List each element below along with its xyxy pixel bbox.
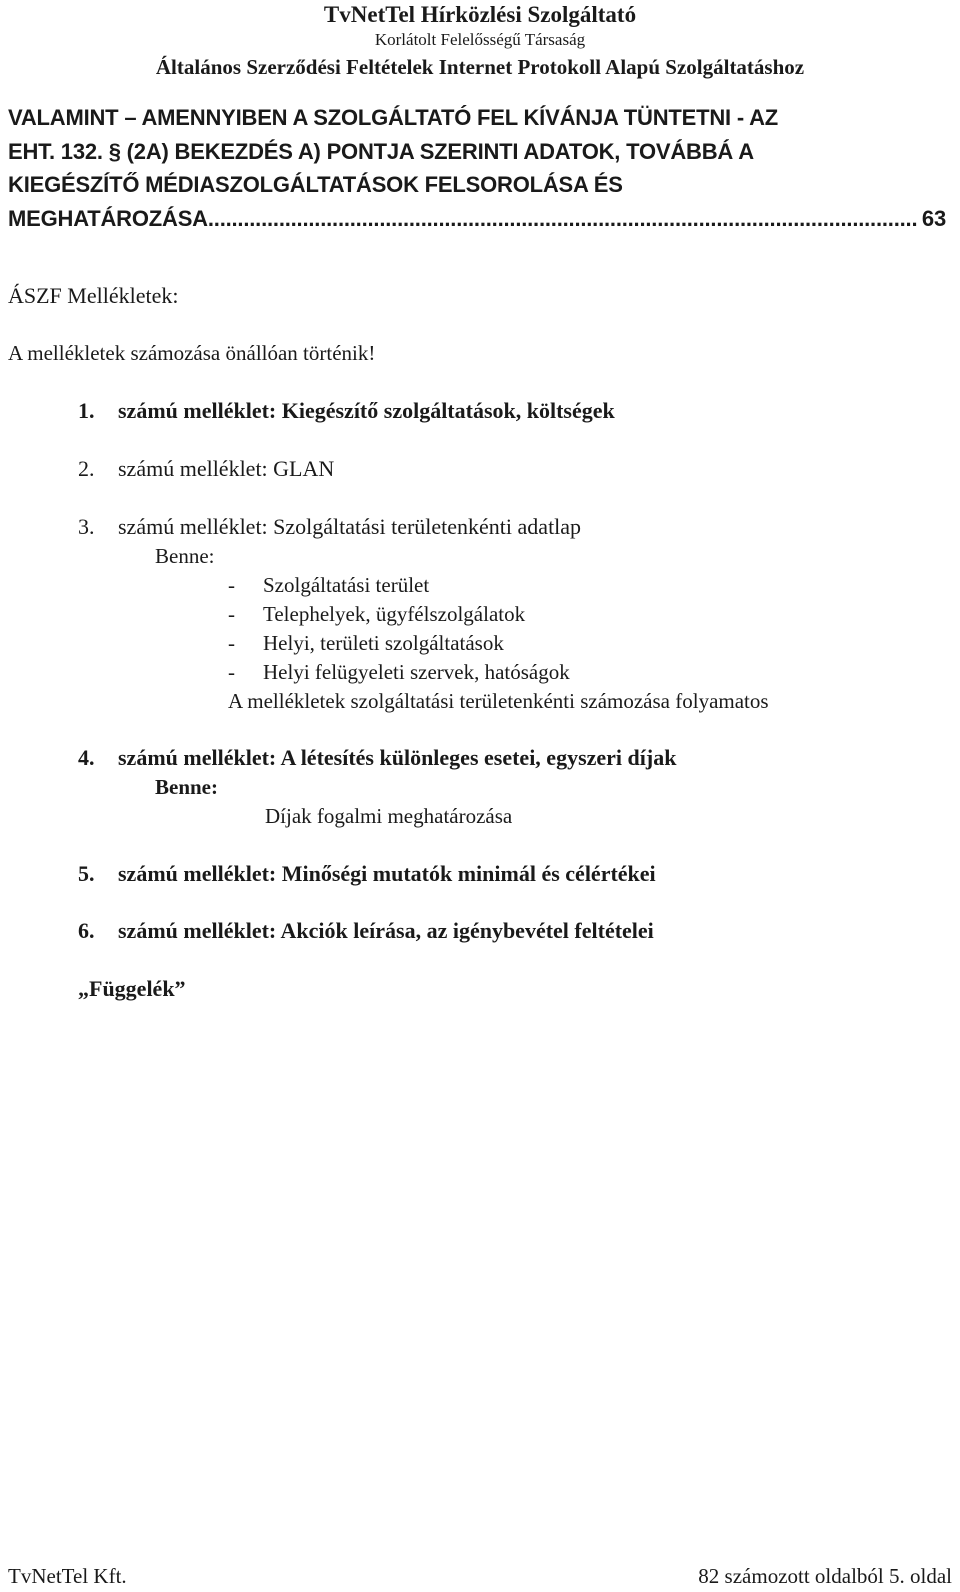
annex-6 [78, 918, 654, 944]
annex-6-title: számú melléklet: Akciók leírása, az igénybevétel feltételei [118, 918, 654, 943]
footer-company: TvNetTel Kft. [8, 1564, 127, 1588]
toc-page-number: 63 [921, 205, 946, 231]
toc-entry-line-2: EHT. 132. § (2A) BEKEZDÉS A) PONTJA SZERINTI ADATOK, TOVÁBBÁ A [8, 138, 754, 164]
annex-1 [78, 398, 615, 424]
appendix-heading: „Függelék” [78, 976, 186, 1001]
annex-5-title: számú melléklet: Minőségi mutatók minimál és célértékei [118, 861, 656, 886]
annex-4-title: számú melléklet: A létesítés különleges esetei, egyszeri díjak [118, 745, 677, 770]
page-header [0, 0, 960, 82]
annex-5 [78, 861, 656, 887]
annexes-heading: ÁSZF Mellékletek: [8, 283, 179, 308]
annex-2 [78, 456, 334, 482]
toc-entry[interactable] [8, 101, 946, 235]
annex-3-item-2: - Telephelyek, ügyfélszolgálatok [228, 602, 526, 626]
annex-3-item-4: - Helyi felügyeleti szervek, hatóságok [228, 660, 570, 684]
annex-3-title: számú melléklet: Szolgáltatási területenkénti adatlap [118, 514, 582, 539]
annex-numbering-note: A mellékletek számozása önállóan történik! [8, 341, 376, 365]
annex-2-title: számú melléklet: GLAN [118, 456, 335, 481]
annex-1-number: 1. [78, 398, 95, 423]
toc-dot-leader [208, 202, 918, 236]
toc-entry-line-4: MEGHATÁROZÁSA [8, 205, 208, 231]
annex-4-item: Díjak fogalmi meghatározása [265, 804, 513, 828]
annex-4 [78, 745, 676, 771]
annex-3-contains-label: Benne: [155, 544, 215, 568]
page-footer [8, 1563, 952, 1589]
document-title: Általános Szerződési Feltételek Internet Protokoll Alapú Szolgáltatáshoz [155, 55, 805, 79]
toc-entry-last-line [8, 202, 946, 236]
toc-entry-line-3: KIEGÉSZÍTŐ MÉDIASZOLGÁLTATÁSOK FELSOROLÁSA ÉS [8, 172, 623, 197]
annex-2-number: 2. [78, 456, 95, 481]
annex-4-number: 4. [78, 745, 95, 770]
company-type: Korlátolt Felelősségű Társaság [374, 30, 586, 49]
annex-3 [78, 514, 581, 540]
annex-3-item-1: - Szolgáltatási terület [228, 573, 430, 597]
annex-3-item-3: - Helyi, területi szolgáltatások [228, 631, 504, 655]
annex-5-number: 5. [78, 861, 95, 886]
annex-4-contains-label: Benne: [155, 775, 218, 799]
footer-page-count: 82 számozott oldalból 5. oldal [698, 1564, 952, 1588]
annex-6-number: 6. [78, 918, 95, 943]
annex-3-number: 3. [78, 514, 95, 539]
toc-entry-line-1: VALAMINT – AMENNYIBEN A SZOLGÁLTATÓ FEL KÍVÁNJA TÜNTETNI - AZ [8, 105, 778, 130]
company-name: TvNetTel Hírközlési Szolgáltató [323, 2, 637, 27]
annex-3-note: A mellékletek szolgáltatási területenkénti számozása folyamatos [228, 689, 769, 713]
annex-1-title: számú melléklet: Kiegészítő szolgáltatások, költségek [118, 398, 615, 423]
